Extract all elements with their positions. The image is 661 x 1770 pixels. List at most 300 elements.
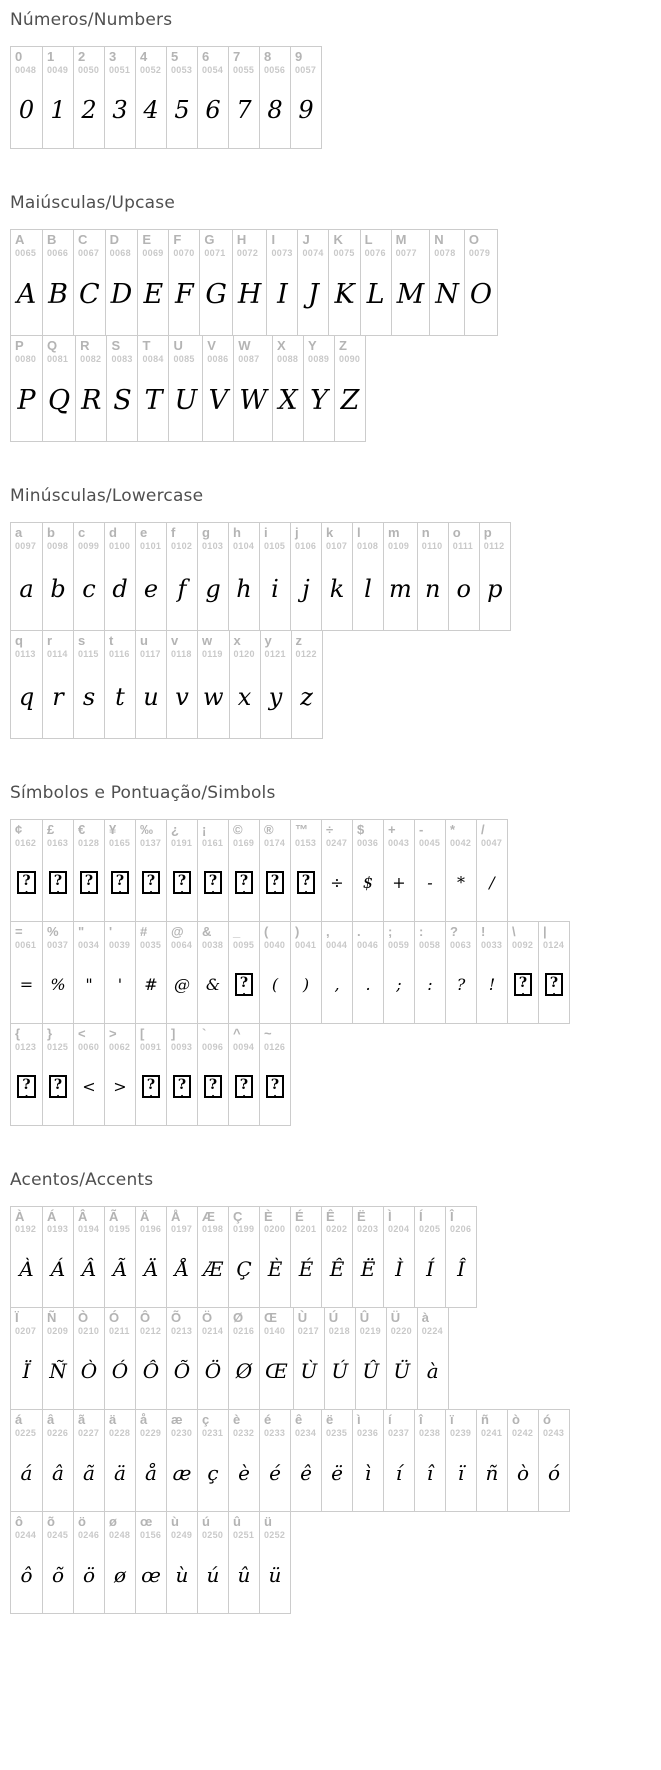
cell-character-label: K [333,231,343,247]
cell-unicode-code: 0235 [326,1428,348,1439]
cell-unicode-code: 0213 [171,1326,193,1337]
cell-unicode-code: 0203 [357,1224,379,1235]
charmap-cell [166,631,197,738]
charmap-cell [104,922,135,1023]
charmap-cell [106,336,137,441]
cell-character-label: L [364,231,373,247]
cell-character-label: 9 [295,49,303,64]
cell-unicode-code: 0125 [47,1041,69,1052]
cell-character-label: ( [264,923,269,939]
cell-glyph: 1 [50,95,66,124]
cell-character-label: î [419,1412,423,1428]
charmap-cell [259,47,290,148]
cell-unicode-code: 0081 [47,353,69,364]
cell-glyph: l [364,574,372,603]
charmap-cell [228,47,259,148]
cell-character-label: \ [512,923,516,939]
cell-unicode-code: 0080 [15,353,37,364]
cell-unicode-code: 0124 [543,939,565,950]
cell-character-label: m [388,524,400,540]
cell-glyph: ã [83,1461,95,1486]
cell-glyph: ) [302,975,310,995]
charmap-cell [166,47,197,148]
cell-glyph: É [298,1257,314,1282]
cell-character-label: ò [512,1412,520,1428]
cell-character-label: Ç [233,1208,243,1224]
cell-unicode-code: 0114 [47,648,68,659]
charmap-cell [476,922,507,1023]
charmap-cell [290,523,321,630]
cell-glyph: k [329,574,345,603]
cell-glyph: 0 [18,95,35,124]
cell-glyph: Z [340,385,360,417]
cell-character-label: € [78,821,86,837]
cell-glyph [198,851,228,921]
cell-glyph: Ò [80,1359,98,1384]
cell-glyph: " [85,975,93,995]
cell-character-label: C [78,231,88,247]
cell-glyph: è [238,1461,250,1486]
cell-unicode-code: 0217 [297,1326,319,1337]
charmap-cell [303,336,334,441]
cell-unicode-code: 0231 [202,1428,224,1439]
cell-character-label: Ä [140,1208,150,1224]
cell-glyph: R [81,385,102,417]
cell-character-label: D [109,231,120,247]
charmap-cell [42,523,73,630]
charmap-cell [228,1024,259,1125]
cell-unicode-code: 0086 [207,353,229,364]
cell-glyph [136,851,166,921]
cell-character-label: Y [308,337,317,353]
cell-character-label: Â [78,1208,88,1224]
cell-glyph: Ç [236,1257,252,1282]
cell-unicode-code: 0045 [419,837,441,848]
cell-character-label: 7 [233,49,241,64]
cell-unicode-code: 0243 [543,1428,565,1439]
charmap-cell [259,1024,290,1125]
cell-glyph: : [427,975,433,995]
cell-character-label: w [202,632,213,648]
cell-glyph: ü [268,1563,282,1588]
cell-character-label: ê [295,1412,303,1428]
cell-character-label: - [419,821,424,837]
notdef-glyph-icon: ? . [142,871,160,895]
cell-unicode-code: 0238 [419,1428,441,1439]
cell-character-label: Å [171,1208,181,1224]
cell-unicode-code: 0052 [140,64,162,75]
charmap-cell [352,523,383,630]
cell-character-label: n [421,524,430,540]
cell-character-label: T [142,337,151,353]
cell-unicode-code: 0113 [15,648,36,659]
charmap-cell [202,336,233,441]
cell-glyph: û [237,1563,251,1588]
cell-unicode-code: 0211 [109,1326,130,1337]
charmap-cell [321,820,352,921]
cell-glyph: Ó [111,1359,129,1384]
charmap-section [10,1170,661,1615]
cell-glyph: Q [48,385,71,417]
cell-unicode-code: 0043 [388,837,410,848]
cell-glyph: Ê [329,1257,345,1282]
cell-character-label: Œ [264,1310,277,1326]
cell-character-label: ô [15,1514,23,1530]
cell-unicode-code: 0038 [202,939,224,950]
notdef-glyph-icon: ? . [49,1075,67,1099]
cell-glyph [229,1055,259,1125]
charmap-cell [414,820,445,921]
cell-glyph: L [366,279,385,311]
charmap-cell [73,922,104,1023]
cell-glyph: E [143,279,164,311]
cell-glyph: i [271,574,279,603]
cell-character-label: 0 [15,49,23,64]
cell-character-label: I [271,231,276,247]
cell-unicode-code: 0128 [78,837,100,848]
cell-unicode-code: 0102 [171,540,193,551]
cell-character-label: ä [109,1412,117,1428]
cell-unicode-code: 0063 [450,939,472,950]
cell-unicode-code: 0194 [78,1224,100,1235]
cell-character-label: â [47,1412,55,1428]
charmap-row [10,522,511,631]
charmap-cell [73,820,104,921]
cell-unicode-code: 0049 [47,64,69,75]
charmap-cell [228,1410,259,1511]
charmap-cell [73,47,104,148]
charmap-cell [229,631,260,738]
cell-unicode-code: 0245 [47,1530,69,1541]
cell-unicode-code: 0041 [295,939,317,950]
cell-unicode-code: 0227 [78,1428,100,1439]
cell-glyph: + [392,873,406,893]
cell-character-label: ¥ [109,821,117,837]
cell-character-label: s [78,632,86,648]
cell-glyph: , [334,975,340,995]
cell-character-label: G [204,231,215,247]
cell-glyph: Œ [265,1359,288,1384]
cell-glyph [74,851,104,921]
cell-glyph: Ö [204,1359,222,1384]
cell-character-label: / [481,821,485,837]
charmap-cell [290,1410,321,1511]
charmap-cell [11,1512,42,1613]
cell-character-label: X [277,337,286,353]
charmap-cell [75,336,106,441]
charmap-row [10,229,498,336]
cell-unicode-code: 0156 [140,1530,162,1541]
cell-glyph: H [237,279,262,311]
cell-unicode-code: 0091 [140,1041,162,1052]
cell-unicode-code: 0210 [78,1326,100,1337]
cell-glyph: & [205,975,221,995]
cell-glyph: À [19,1257,34,1282]
cell-glyph: Ì [395,1257,403,1282]
cell-glyph: 7 [236,95,252,124]
charmap-cell [321,523,352,630]
cell-glyph: y [268,682,283,711]
cell-glyph: C [79,279,100,311]
cell-character-label: b [47,524,55,540]
cell-character-label: , [326,923,330,939]
cell-unicode-code: 0191 [171,837,193,848]
cell-unicode-code: 0087 [238,353,260,364]
cell-glyph [229,953,259,1023]
charmap-cell [259,1512,290,1613]
cell-glyph: ó [547,1461,561,1486]
cell-unicode-code: 0040 [264,939,286,950]
cell-character-label: ® [264,821,274,837]
cell-unicode-code: 0095 [233,939,255,950]
cell-unicode-code: 0039 [109,939,131,950]
cell-character-label: ) [295,923,300,939]
charmap-cell [135,1207,166,1308]
section-title: Números/Numbers [10,10,173,30]
cell-glyph: - [427,873,433,893]
charmap-section [10,193,661,442]
cell-glyph: ù [175,1563,189,1588]
charmap-cell [73,1308,104,1409]
cell-character-label: t [109,632,114,648]
cell-unicode-code: 0209 [47,1326,69,1337]
charmap-row [10,1511,291,1614]
cell-glyph: B [48,279,68,311]
cell-character-label: o [452,524,461,540]
cell-character-label: * [450,821,456,837]
charmap-cell [391,230,430,335]
cell-character-label: ó [543,1412,551,1428]
cell-glyph: ç [207,1461,219,1486]
cell-character-label: h [233,524,241,540]
cell-glyph: u [143,682,159,711]
cell-unicode-code: 0075 [333,247,355,258]
charmap-cell [104,1308,135,1409]
charmap-cell [104,1024,135,1125]
cell-character-label: © [233,821,243,837]
cell-character-label: ñ [481,1412,489,1428]
cell-character-label: ' [109,923,113,939]
charmap-cell [507,922,538,1023]
charmap-section [10,10,661,149]
cell-glyph [198,1055,228,1125]
cell-unicode-code: 0108 [357,540,379,551]
notdef-glyph-icon: ? . [235,1075,253,1099]
cell-glyph: . [365,975,371,995]
charmap-cell [197,1410,228,1511]
cell-unicode-code: 0232 [233,1428,255,1439]
cell-glyph: d [112,574,128,603]
charmap-cell [448,523,479,630]
charmap-cell [73,1207,104,1308]
charmap-cell [11,820,42,921]
section-title: Acentos/Accents [10,1169,154,1190]
cell-unicode-code: 0048 [15,64,37,75]
cell-unicode-code: 0062 [109,1041,131,1052]
cell-glyph: p [487,574,503,603]
cell-character-label: 5 [171,49,179,64]
cell-character-label: å [140,1412,148,1428]
cell-unicode-code: 0117 [140,648,161,659]
cell-glyph: ÷ [330,873,344,893]
cell-character-label: $ [357,821,365,837]
cell-character-label: Ã [109,1208,119,1224]
cell-character-label: e [140,524,148,540]
charmap-row [10,46,322,149]
charmap-row [10,921,570,1024]
charmap-cell [11,523,42,630]
charmap-cell [414,922,445,1023]
cell-glyph: ö [82,1563,96,1588]
charmap-cell [135,820,166,921]
notdef-glyph-icon: ? . [235,973,253,997]
cell-character-label: ã [78,1412,86,1428]
charmap-cell [73,230,105,335]
cell-unicode-code: 0072 [236,247,259,258]
cell-glyph: # [144,975,158,995]
cell-unicode-code: 0089 [308,353,330,364]
cell-character-label: F [173,231,182,247]
cell-unicode-code: 0204 [388,1224,410,1235]
cell-glyph: 2 [81,95,97,124]
cell-glyph [43,1055,73,1125]
cell-glyph: P [17,385,36,417]
cell-glyph [508,953,538,1023]
cell-unicode-code: 0104 [233,540,255,551]
cell-glyph: $ [362,873,374,893]
charmap-row [10,1307,449,1410]
cell-character-label: } [47,1025,53,1041]
cell-unicode-code: 0205 [419,1224,441,1235]
cell-character-label: H [236,231,247,247]
charmap-cell [105,230,138,335]
cell-glyph: c [82,574,96,603]
cell-unicode-code: 0165 [109,837,131,848]
charmap-cell [291,631,322,738]
notdef-glyph-icon: ? . [514,973,532,997]
charmap-cell [290,922,321,1023]
charmap-cell [73,523,104,630]
cell-character-label: 6 [202,49,210,64]
cell-character-label: v [171,632,179,648]
cell-character-label: À [15,1208,25,1224]
cell-unicode-code: 0193 [47,1224,69,1235]
cell-glyph: W [239,385,268,417]
charmap-cell [259,1207,290,1308]
charmap-row [10,819,508,922]
cell-unicode-code: 0228 [109,1428,131,1439]
cell-character-label: ü [264,1514,272,1530]
charmap-cell [11,1308,42,1409]
charmap-cell [166,1308,197,1409]
cell-character-label: é [264,1412,272,1428]
cell-unicode-code: 0251 [233,1530,255,1541]
cell-character-label: 2 [78,49,86,64]
charmap-cell [464,230,497,335]
cell-unicode-code: 0042 [450,837,472,848]
cell-unicode-code: 0247 [326,837,348,848]
cell-unicode-code: 0214 [202,1326,224,1337]
charmap-cell [135,523,166,630]
cell-glyph: î [426,1461,434,1486]
cell-unicode-code: 0197 [171,1224,193,1235]
cell-glyph: ä [114,1461,126,1486]
cell-character-label: ] [171,1025,176,1041]
cell-unicode-code: 0051 [109,64,131,75]
cell-glyph [136,1055,166,1125]
cell-character-label: E [142,231,151,247]
cell-unicode-code: 0249 [171,1530,193,1541]
cell-unicode-code: 0202 [326,1224,348,1235]
cell-glyph: ë [331,1461,343,1486]
cell-glyph: é [269,1461,281,1486]
cell-character-label: ‰ [140,821,153,837]
cell-unicode-code: 0242 [512,1428,534,1439]
cell-unicode-code: 0140 [264,1326,286,1337]
cell-glyph: A [16,279,37,311]
cell-unicode-code: 0098 [47,540,69,551]
cell-character-label: p [483,524,492,540]
cell-unicode-code: 0250 [202,1530,224,1541]
cell-character-label: à [421,1310,429,1326]
charmap-cell [383,523,417,630]
charmap-cell [197,922,228,1023]
cell-unicode-code: 0090 [339,353,361,364]
cell-unicode-code: 0226 [47,1428,69,1439]
cell-unicode-code: 0046 [357,939,379,950]
cell-unicode-code: 0234 [295,1428,317,1439]
notdef-glyph-icon: ? . [80,871,98,895]
cell-unicode-code: 0050 [78,64,100,75]
cell-unicode-code: 0196 [140,1224,162,1235]
cell-glyph: 6 [205,95,221,124]
charmap-cell [42,820,73,921]
cell-unicode-code: 0248 [109,1530,131,1541]
cell-unicode-code: 0058 [419,939,441,950]
charmap-cell [137,336,168,441]
charmap-cell [11,1410,42,1511]
charmap-cell [166,820,197,921]
cell-unicode-code: 0111 [452,540,473,551]
charmap-cell [197,631,229,738]
cell-character-label: ë [326,1412,334,1428]
cell-glyph: ø [113,1563,127,1588]
cell-glyph: j [302,574,310,603]
cell-glyph: > [113,1077,127,1096]
charmap-cell [197,523,228,630]
cell-unicode-code: 0230 [171,1428,193,1439]
cell-unicode-code: 0067 [78,247,100,258]
cell-glyph: r [52,682,64,711]
cell-glyph: t [115,682,125,711]
cell-unicode-code: 0220 [390,1326,412,1337]
cell-character-label: A [15,231,25,247]
cell-glyph: T [144,385,163,417]
charmap-cell [228,922,259,1023]
cell-unicode-code: 0073 [271,247,293,258]
charmap-cell [42,336,75,441]
charmap-cell [383,1410,414,1511]
cell-unicode-code: 0239 [450,1428,472,1439]
cell-glyph [43,851,73,921]
charmap-cell [135,47,166,148]
cell-unicode-code: 0174 [264,837,286,848]
charmap-cell [228,1207,259,1308]
cell-glyph: ñ [485,1461,499,1486]
cell-glyph: F [174,279,194,311]
notdef-glyph-icon: ? . [266,871,284,895]
cell-character-label: Õ [171,1310,182,1326]
